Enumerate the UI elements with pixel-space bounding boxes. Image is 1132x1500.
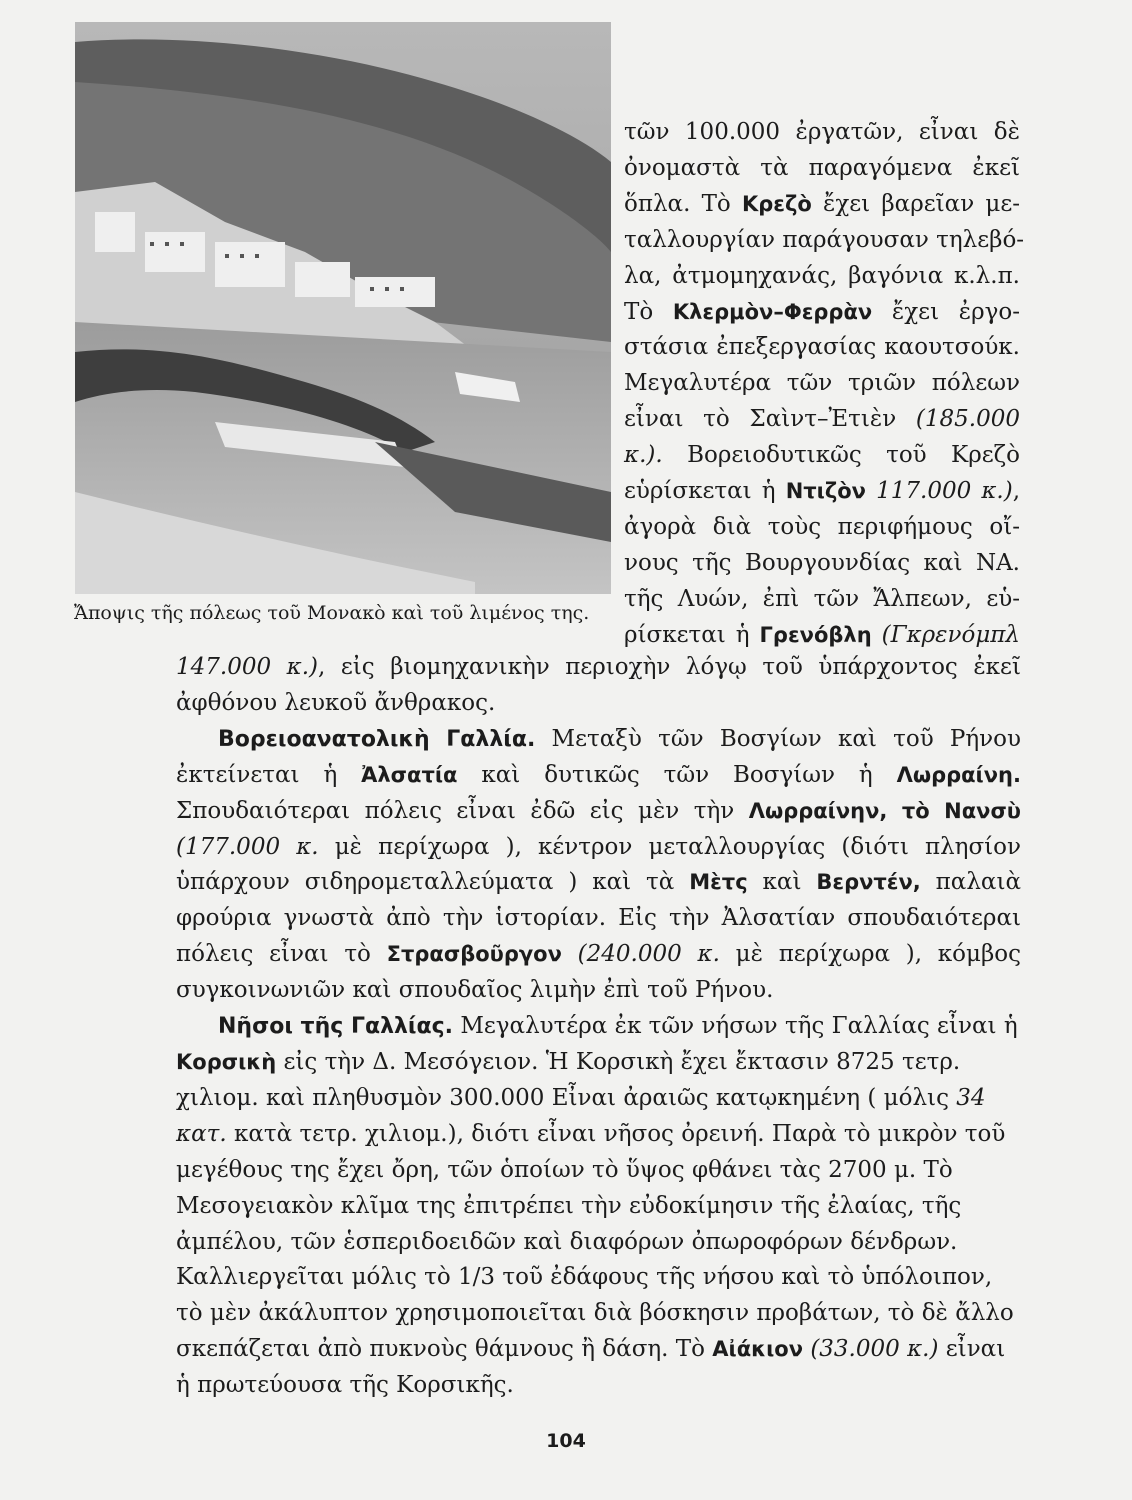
side-line: νους τῆς Βουργουνδίας καὶ ΝΑ. [624,549,1020,576]
photo-caption: Ἄποψις τῆς πόλεως τοῦ Μονακὸ καὶ τοῦ λιμένος της. [74,602,590,624]
side-line: εἶναι τὸ Σαὶντ–Ἐτιὲν (185.000 [624,406,1020,433]
side-text-column [624,115,1025,654]
side-line: κ.). Βορειοδυτικῶς τοῦ Κρεζὸ [624,442,1020,469]
paragraph-islands-of-france: Νῆσοι τῆς Γαλλίας. Μεγαλυτέρα ἐκ τῶν νήσων τῆς Γαλλίας εἶναι ἡ Κορσικὴ εἰς τὴν Δ. Μεσόγειον. Ἡ Κορσικὴ ἔχει ἔκτασιν 8725 τετρ. χιλιομ. καὶ πληθυσμὸν 300.000 Εἶναι ἀραιῶς κατῳκημένη ( μόλις 34 κατ. κατὰ τετρ. χιλιομ.), διότι εἶναι νῆσος ὀρεινή. Παρὰ τὸ μικρὸν τοῦ μεγέθους της ἔχει ὄρη, τῶν ὁποίων τὸ ὕψος φθάνει τὰς 2700 μ. Τὸ Μεσογειακὸν κλῖμα της ἐπιτρέπει τὴν εὐδοκίμησιν τῆς ἐλαίας, τῆς ἀμπέλου, τῶν ἑσπεριδοειδῶν καὶ διαφόρων ὀπωροφόρων δένδρων. Καλλιεργεῖται μόλις τὸ 1/3 τοῦ ἐδάφους τῆς νήσου καὶ τὸ ὑπόλοιπον, τὸ μὲν ἀκάλυπτον χρησιμοποιεῖται διὰ βόσκησιν προβάτων, τὸ δὲ ἄλλο σκεπάζεται ἀπὸ πυκνοὺς θάμνους ἢ δάση. Τὸ Αἰάκιον (33.000 κ.) εἶναι ἡ πρωτεύουσα τῆς Κορσικῆς. [176,1013,1018,1399]
side-line: Τὸ Κλερμὸν–Φερρὰν ἔχει ἐργο- [624,298,1020,325]
side-line: ὅπλα. Τὸ Κρεζὸ ἔχει βαρεῖαν με- [624,190,1020,217]
paragraph-continuation: 147.000 κ.), εἰς βιομηχανικὴν περιοχὴν λόγῳ τοῦ ὑπάρχοντος ἐκεῖ ἀφθόνου λευκοῦ ἄνθρακος. [176,654,1021,716]
side-line: ταλλουργίαν παράγουσαν τηλεβό- [624,226,1025,253]
side-line: τῆς Λυών, ἐπὶ τῶν Ἄλπεων, εὑ- [624,585,1020,612]
monaco-harbour-photo [75,22,611,594]
side-line: εὑρίσκεται ἡ Ντιζὸν 117.000 κ.), [624,478,1020,505]
main-text-column [176,650,1021,1404]
paragraph-northeast-france: Βορειοανατολικὴ Γαλλία. Μεταξὺ τῶν Βοσγίων καὶ τοῦ Ρήνου ἐκτείνεται ἡ Ἀλσατία καὶ δυτικῶς τῶν Βοσγίων ἡ Λωρραίνη. Σπουδαιότεραι πόλεις εἶναι ἐδῶ εἰς μὲν τὴν Λωρραίνην, τὸ Νανσὺ (177.000 κ. μὲ περίχωρα ), κέντρον μεταλλουργίας (διότι πλησίον ὑπάρχουν σιδηρομεταλλεύματα ) καὶ τὰ Μὲτς καὶ Βερντέν, παλαιὰ φρούρια γνωστὰ ἀπὸ τὴν ἱστορίαν. Εἰς τὴν Ἀλσατίαν σπουδαιότεραι πόλεις εἶναι τὸ Στρασβοῦργον (240.000 κ. μὲ περίχωρα ), κόμβος συγκοινωνιῶν καὶ σπουδαῖος λιμὴν ἐπὶ τοῦ Ρήνου. [176,725,1021,1004]
side-line: Μεγαλυτέρα τῶν τριῶν πόλεων [624,370,1020,397]
side-line: ἀγορὰ διὰ τοὺς περιφήμους οἴ- [624,513,1020,540]
side-line: ὀνομαστὰ τὰ παραγόμενα ἐκεῖ [624,154,1020,181]
side-line: στάσια ἐπεξεργασίας καουτσούκ. [624,334,1020,361]
side-line: τῶν 100.000 ἐργατῶν, εἶναι δὲ [624,119,1020,145]
page-number: 104 [546,1430,586,1452]
photo-illustration [75,22,611,594]
side-line: ρίσκεται ἡ Γρενόβλη (Γκρενόμπλ [624,621,1020,648]
side-line: λα, ἀτμομηχανάς, βαγόνια κ.λ.π. [624,262,1020,289]
